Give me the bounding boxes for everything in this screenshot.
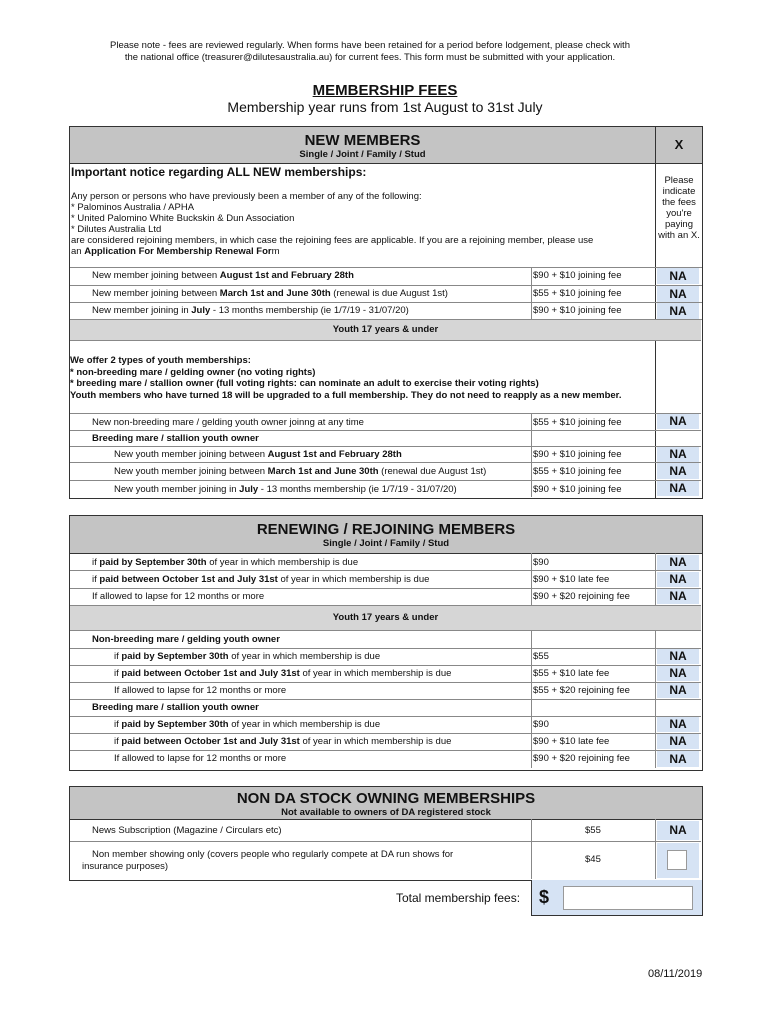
youth-member-row (114, 484, 457, 496)
non-member-line-2: insurance purposes) (82, 861, 169, 872)
news-subscription-fee: $55 (585, 825, 601, 836)
row-post: (renewal is due August 1st) (330, 288, 448, 299)
renew-nonbreed-fee: $55 + $10 late fee (533, 668, 610, 679)
row-post: of year in which membership is due (277, 574, 430, 585)
row-post: - 13 months membership (ie 1/7/19 - 31/07/20) (210, 305, 409, 316)
renewing-header (70, 516, 702, 554)
non-da-title: NON DA STOCK OWNING MEMBERSHIPS (236, 790, 536, 807)
youth-member-fee: $90 + $10 joining fee (533, 449, 622, 460)
youth-info-line: * breeding mare / stallion owner (full voting rights: can nominate an adult to exercise their voting rights) (70, 378, 539, 389)
youth-nonbreed-mark[interactable]: NA (657, 414, 699, 429)
row-pre: if (92, 574, 100, 585)
renew-nonbreed-fee: $55 (533, 651, 549, 662)
please-indicate-note: Please indicate the fees you're paying with an X. (658, 175, 700, 241)
new-members-header (70, 127, 656, 164)
row-period: paid between October 1st and July 31st (99, 574, 278, 585)
youth-nonbreed-label: New non-breeding mare / gelding youth owner joinng at any time (92, 417, 364, 428)
youth-info (70, 355, 621, 401)
row-pre: If allowed to lapse for 12 months or more (114, 685, 287, 696)
youth-info-line: We offer 2 types of youth memberships: (70, 355, 251, 366)
youth-info-line: Youth members who have turned 18 will be upgraded to a full membership. They do not need to reapply as a new member. (70, 389, 622, 401)
renew-nonbreed-row (114, 651, 380, 663)
renew-nonbreed-mark[interactable]: NA (657, 666, 699, 681)
non-member-fee: $45 (585, 854, 601, 865)
renewal-fee: $90 + $10 late fee (533, 574, 610, 585)
youth-member-mark[interactable]: NA (657, 447, 699, 462)
renew-breed-row (114, 753, 286, 765)
row-post: of year in which membership is due (206, 557, 359, 568)
x-column-header (656, 127, 702, 164)
news-subscription-label: News Subscription (Magazine / Circulars etc) (92, 825, 282, 836)
new-youth-header-label: Youth 17 years & under (332, 324, 439, 335)
notice-block (70, 165, 654, 257)
renew-nonbreed-row (114, 685, 286, 697)
renew-youth-header-label: Youth 17 years & under (332, 612, 439, 623)
row-pre: New youth member joining between (114, 466, 268, 477)
renew-breed-mark[interactable]: NA (657, 734, 699, 749)
new-member-fee: $90 + $10 joining fee (533, 270, 622, 281)
row-post: - 13 months membership (ie 1/7/19 - 31/07/20) (258, 484, 457, 495)
renewing-subtitle: Single / Joint / Family / Stud (322, 538, 450, 549)
row-pre: New member joining between (92, 270, 220, 281)
fee-notice-line-2: the national office (treasurer@dilutesaustralia.au) for current fees. This form must be submitted with your application. (124, 52, 616, 63)
row-pre: If allowed to lapse for 12 months or more (114, 753, 287, 764)
new-members-title: NEW MEMBERS (304, 132, 421, 149)
total-amount-field[interactable] (563, 886, 693, 910)
youth-nonbreed-fee: $55 + $10 joining fee (533, 417, 622, 428)
row-period: July (239, 484, 259, 495)
row-period: paid between October 1st and July 31st (121, 668, 300, 679)
page-subtitle: Membership year runs from 1st August to 31st July (227, 99, 543, 115)
youth-member-fee: $90 + $10 joining fee (533, 484, 622, 495)
renew-breed-row (114, 719, 380, 731)
renewal-mark[interactable]: NA (657, 589, 699, 604)
notice-title: Important notice regarding ALL NEW memberships: (71, 165, 367, 179)
notice-last-post: m (271, 246, 280, 257)
row-period: paid between October 1st and July 31st (121, 736, 300, 747)
notice-line: * Dilutes Australia Ltd (71, 224, 162, 235)
row-period: paid by September 30th (121, 719, 229, 730)
row-pre: if (92, 557, 100, 568)
renew-nonbreed-label: Non-breeding mare / gelding youth owner (92, 634, 280, 645)
form-date: 08/11/2019 (648, 968, 703, 980)
youth-member-row (114, 466, 486, 478)
row-pre: if (114, 651, 122, 662)
news-subscription-mark[interactable]: NA (657, 821, 699, 840)
notice-line-last (71, 246, 654, 257)
new-youth-header (70, 320, 701, 341)
new-member-row (92, 270, 354, 282)
row-post: of year in which membership is due (228, 651, 381, 662)
total-label: Total membership fees: (396, 891, 521, 905)
renewal-row (92, 557, 358, 569)
row-pre: New member joining in (92, 305, 192, 316)
renew-breed-label: Breeding mare / stallion youth owner (92, 702, 259, 713)
youth-member-fee: $55 + $10 joining fee (533, 466, 622, 477)
row-period: March 1st and June 30th (219, 288, 331, 299)
row-pre: if (114, 668, 122, 679)
renew-breed-mark[interactable]: NA (657, 717, 699, 732)
new-member-mark[interactable]: NA (657, 303, 699, 319)
row-pre: New youth member joining between (114, 449, 268, 460)
renew-nonbreed-mark[interactable]: NA (657, 649, 699, 664)
renew-nonbreed-row (114, 668, 451, 680)
non-member-line-1: Non member showing only (covers people who regularly compete at DA run shows for (92, 849, 454, 860)
row-pre: if (114, 736, 122, 747)
new-member-mark[interactable]: NA (657, 268, 699, 284)
renew-breed-fee: $90 + $20 rejoining fee (533, 753, 630, 764)
row-pre: New member joining between (92, 288, 220, 299)
youth-breed-label: Breeding mare / stallion youth owner (92, 433, 259, 444)
row-pre: if (114, 719, 122, 730)
notice-text (70, 191, 654, 257)
renewal-row (92, 591, 264, 603)
new-members-subtitle: Single / Joint / Family / Stud (299, 149, 426, 160)
row-post: (renewal due August 1st) (378, 466, 487, 477)
new-member-row (92, 305, 409, 317)
renewal-fee: $90 + $20 rejoining fee (533, 591, 630, 602)
notice-line: * Palominos Australia / APHA (71, 202, 195, 213)
total-box (531, 880, 703, 916)
renew-nonbreed-fee: $55 + $20 rejoining fee (533, 685, 630, 696)
non-da-header (70, 787, 702, 820)
renewing-title: RENEWING / REJOINING MEMBERS (256, 521, 516, 538)
row-pre: New youth member joining in (114, 484, 240, 495)
row-post: of year in which membership is due (299, 668, 452, 679)
renew-breed-mark[interactable]: NA (657, 751, 699, 767)
row-period: August 1st and February 28th (267, 449, 402, 460)
row-post: of year in which membership is due (299, 736, 452, 747)
renew-breed-row (114, 736, 451, 748)
row-period: March 1st and June 30th (267, 466, 379, 477)
renewal-mark[interactable]: NA (657, 572, 699, 587)
renewal-mark[interactable]: NA (657, 555, 699, 570)
row-period: August 1st and February 28th (219, 270, 354, 281)
row-period: paid by September 30th (99, 557, 207, 568)
row-post: of year in which membership is due (228, 719, 381, 730)
youth-info-line: * non-breeding mare / gelding owner (no voting rights) (70, 366, 316, 378)
row-pre: If allowed to lapse for 12 months or more (92, 591, 265, 602)
new-member-fee: $90 + $10 joining fee (533, 305, 622, 316)
new-member-row (92, 288, 448, 300)
notice-line: are considered rejoining members, in which case the rejoining fees are applicable. If you are a rejoining member, please use (71, 235, 594, 246)
new-member-mark[interactable]: NA (657, 286, 699, 302)
notice-last-pre: an (71, 246, 85, 257)
renew-breed-fee: $90 + $10 late fee (533, 736, 610, 747)
page-title-text: MEMBERSHIP FEES (312, 82, 458, 99)
renewal-fee: $90 (533, 557, 549, 568)
renew-youth-header (70, 606, 701, 631)
fee-notice-line-1: Please note - fees are reviewed regularly. When forms have been retained for a period before lodgement, please check with (110, 40, 630, 51)
youth-member-mark[interactable]: NA (657, 463, 699, 479)
non-member-label (82, 849, 453, 873)
notice-line: Any person or persons who have previously been a member of any of the following: (71, 191, 422, 202)
notice-line: * United Palomino White Buckskin & Dun Association (71, 213, 295, 224)
renew-nonbreed-mark[interactable]: NA (657, 683, 699, 698)
currency-symbol: $ (539, 887, 550, 907)
youth-member-row (114, 449, 402, 461)
renew-breed-fee: $90 (533, 719, 549, 730)
fee-notice (60, 40, 680, 64)
new-member-fee: $55 + $10 joining fee (533, 288, 622, 299)
page-title (0, 82, 770, 99)
renewal-form-name: Application For Membership Renewal For (84, 246, 272, 257)
row-period: paid by September 30th (121, 651, 229, 662)
renewal-row (92, 574, 429, 586)
non-da-subtitle: Not available to owners of DA registered stock (281, 807, 491, 818)
x-header-label: X (674, 137, 684, 152)
youth-member-mark[interactable]: NA (657, 481, 699, 496)
row-period: July (191, 305, 211, 316)
non-member-checkbox[interactable] (667, 850, 687, 870)
